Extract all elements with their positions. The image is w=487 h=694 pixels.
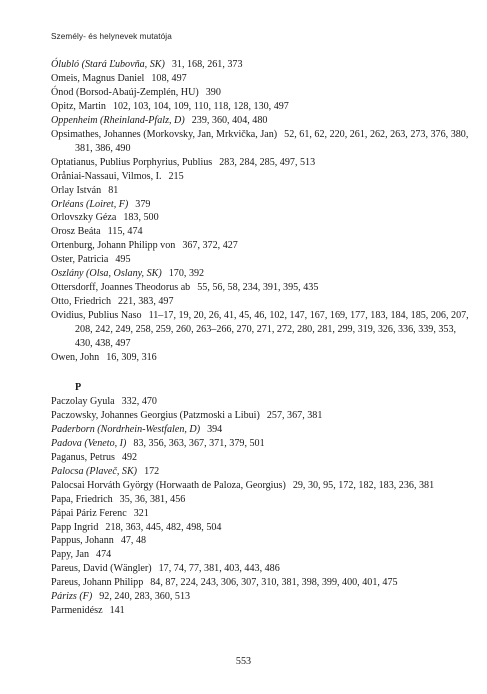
- index-entry-pages: 257, 367, 381: [266, 409, 323, 421]
- index-entry-heading: [51, 591, 92, 602]
- index-entry-name: Palocsai Horváth György (Horwaath de Paloza, Georgius): [51, 479, 286, 491]
- index-entry: [51, 465, 469, 479]
- index-entry: [51, 409, 469, 423]
- index-entry-heading: [51, 59, 165, 70]
- index-entry-name: Papp Ingrid: [51, 521, 99, 533]
- index-entry: [51, 198, 469, 212]
- index-entry-heading: [51, 452, 115, 463]
- index-entry-pages: 495: [115, 254, 131, 266]
- index-entry-heading: [51, 410, 260, 421]
- index-entry-heading: [51, 549, 89, 560]
- index-entry-pages: 379: [135, 198, 151, 210]
- index-entry-name: Pareus, David (Wängler): [51, 563, 152, 575]
- index-entry: [51, 521, 469, 535]
- index-entry-name: Paderborn (Nordrhein-Westfalen, D): [51, 423, 201, 435]
- index-entry-heading: [51, 396, 115, 407]
- index-entry-pages: 321: [133, 507, 149, 519]
- index-entry: [51, 253, 469, 267]
- index-group-p: [51, 395, 469, 618]
- index-entry-name: Ólubló: [51, 59, 80, 70]
- index-entry: [51, 295, 469, 309]
- index-entry-heading: [51, 254, 108, 265]
- index-entry: [51, 534, 469, 548]
- index-entry-heading: [51, 185, 101, 196]
- index-entry: [51, 72, 469, 86]
- index-entry-name: Palocsa (Plaveč, SK): [51, 465, 138, 477]
- index-entry: [51, 562, 469, 576]
- index-entry-name: Ottersdorff, Joannes Theodorus ab: [51, 282, 191, 294]
- index-entry-pages: 102, 103, 104, 109, 110, 118, 128, 130, 497: [112, 100, 289, 112]
- index-entry-pages: 239, 360, 404, 480: [191, 114, 268, 126]
- index-entry-heading: [51, 508, 127, 519]
- index-entry: [51, 156, 469, 170]
- index-entry-pages: 474: [96, 549, 112, 561]
- index-entry-pages: 47, 48: [120, 535, 147, 547]
- index-entry: [51, 423, 469, 437]
- index-entry-heading: [51, 212, 116, 223]
- index-entry-pages: 83, 356, 363, 367, 371, 379, 501: [133, 437, 265, 449]
- index-entry: [51, 100, 469, 114]
- index-entry-heading: [51, 73, 144, 84]
- index-entry: [51, 395, 469, 409]
- index-entry-pages: 283, 284, 285, 497, 513: [219, 156, 316, 168]
- index-entry: [51, 128, 469, 156]
- index-entry-pages: 141: [109, 605, 125, 617]
- index-entry-pages: 172: [144, 465, 160, 477]
- index-entry-heading: [51, 296, 111, 307]
- index-entry-heading: [51, 563, 152, 574]
- index-entry-pages: 367, 372, 427: [182, 240, 238, 252]
- index-entry-heading: [51, 605, 103, 616]
- index-entry-pages: 17, 74, 77, 381, 403, 443, 486: [158, 563, 280, 575]
- index-entry-pages: 35, 36, 381, 456: [119, 493, 186, 505]
- index-entry-name: Pappus, Johann: [51, 535, 114, 547]
- index-entry-heading: [51, 115, 185, 126]
- index-entry-pages: 170, 392: [168, 268, 205, 280]
- index-entry: [51, 114, 469, 128]
- index-entry-name: Opsimathes, Johannes (Morkovsky, Jan, Mrkvička, Jan): [51, 128, 278, 140]
- index-entry-heading: [51, 268, 162, 279]
- section-gap: [51, 365, 469, 381]
- index-entry-pages: 55, 56, 58, 234, 391, 395, 435: [197, 282, 319, 294]
- index-entry-heading: [51, 466, 137, 477]
- running-head: Személy- és helynevek mutatója: [51, 32, 172, 41]
- index-entry-pages: 16, 309, 316: [106, 352, 157, 364]
- index-entry-heading: [51, 199, 128, 210]
- index-entry: [51, 86, 469, 100]
- index-entry-name: Oster, Patricia: [51, 254, 109, 266]
- index-entry-name: Opitz, Martin: [51, 100, 106, 112]
- index-entry-name: Parmenidész: [51, 605, 103, 617]
- index-entry: [51, 604, 469, 618]
- index-entry-name: Orlay István: [51, 184, 102, 196]
- index-entry-heading: [51, 535, 114, 546]
- index-entry-pages: 92, 240, 283, 360, 513: [99, 591, 191, 603]
- index-entry-heading: [51, 522, 98, 533]
- index-entry-heading: [51, 480, 286, 491]
- index-entry-name: Paczowsky, Johannes Georgius (Patzmoski a Libui): [51, 409, 260, 421]
- index-entry: [51, 351, 469, 365]
- index-entry: [51, 211, 469, 225]
- index-entry-name: Ovidius, Publius Naso: [51, 310, 142, 322]
- index-entry-name: Orlovszky Géza: [51, 212, 117, 224]
- index-entry: [51, 58, 469, 72]
- index-entry: [51, 451, 469, 465]
- index-entry: [51, 267, 469, 281]
- index-entry: [51, 507, 469, 521]
- index-entry: [51, 548, 469, 562]
- index-entry-name: Omeis, Magnus Daniel: [51, 72, 145, 84]
- index-entry-name: Papa, Friedrich: [51, 493, 113, 505]
- index-entry-heading: [51, 157, 212, 168]
- index-entry-pages: 31, 168, 261, 373: [171, 59, 243, 70]
- index-entry-pages: 394: [207, 423, 223, 435]
- index-entry-heading: [51, 352, 99, 363]
- index-entry-name: Optatianus, Publius Porphyrius, Publius: [51, 156, 213, 168]
- index-entries: [51, 58, 469, 618]
- index-entry-name: Padova (Veneto, I): [51, 437, 127, 449]
- index-entry-heading: [51, 310, 142, 321]
- index-entry: [51, 493, 469, 507]
- index-entry-pages: 115, 474: [107, 226, 143, 238]
- index-entry-heading: [51, 494, 113, 505]
- index-entry-name: Otto, Friedrich: [51, 296, 111, 308]
- index-entry-pages: 108, 497: [151, 72, 187, 84]
- index-entry-name: Paganus, Petrus: [51, 451, 115, 463]
- index-entry-heading: [51, 226, 101, 237]
- index-entry-name: Papy, Jan: [51, 549, 90, 561]
- index-entry-heading: [51, 87, 199, 98]
- index-entry-name: Ortenburg, Johann Philipp von: [51, 240, 176, 252]
- index-entry-name: Oszlány (Olsa, Oslany, SK): [51, 268, 162, 280]
- index-entry: [51, 239, 469, 253]
- index-entry: [51, 479, 469, 493]
- index-entry-pages: 390: [205, 86, 221, 98]
- index-entry-pages: 492: [121, 451, 138, 463]
- index-entry-name: Orléans (Loiret, F): [51, 198, 129, 210]
- index-entry-pages: 183, 500: [123, 212, 159, 224]
- index-entry-pages: 52, 61, 62, 220, 261, 262, 263, 273, 376, 380, 381, 386, 490: [75, 128, 469, 154]
- index-entry: [51, 184, 469, 198]
- index-entry: [51, 437, 469, 451]
- index-entry-name: Owen, John: [51, 352, 100, 364]
- index-entry-pages: 218, 363, 445, 482, 498, 504: [105, 521, 222, 533]
- index-entry-pages: 221, 383, 497: [118, 296, 174, 308]
- index-entry: [51, 309, 469, 351]
- index-entry-heading: [51, 438, 126, 449]
- index-entry-heading: [51, 129, 277, 140]
- index-entry-pages: 81: [108, 184, 119, 196]
- index-group-o: [51, 58, 469, 365]
- index-entry: [51, 576, 469, 590]
- index-entry-pages: 11–17, 19, 20, 26, 41, 45, 46, 102, 147, 167, 169, 177, 183, 184, 185, 206, 207, 208, 242, 249, 258, 259, 260, 263–266, 270, 271, 272, 280, 281, 299, 319, 326, 336, 339, 353, 430, 438, 497: [75, 310, 469, 350]
- index-entry-name: Párizs (F): [51, 591, 93, 603]
- index-entry-pages: 29, 30, 95, 172, 182, 183, 236, 381: [292, 479, 435, 491]
- index-entry-heading: [51, 240, 175, 251]
- index-entry: [51, 170, 469, 184]
- index-entry-name: Ónod (Borsod-Abaúj-Zemplén, HU): [51, 86, 199, 98]
- index-entry-name: Oråniai-Nassaui, Vilmos, I.: [51, 170, 162, 182]
- index-entry-pages: 215: [168, 170, 184, 182]
- index-entry: [51, 281, 469, 295]
- index-entry: [51, 590, 469, 604]
- index-entry-name: Orosz Beáta: [51, 226, 101, 238]
- index-entry-heading: [51, 101, 106, 112]
- index-entry-name: Pápai Páriz Ferenc: [51, 507, 127, 519]
- index-entry-place-qualifier: (Stará Ľubovňa, SK): [81, 59, 165, 70]
- section-letter: P: [75, 381, 82, 393]
- index-entry-name: Paczolay Gyula: [51, 395, 115, 407]
- index-entry-heading: [51, 171, 162, 182]
- index-entry-heading: [51, 282, 190, 293]
- index-entry-name: Pareus, Johann Philipp: [51, 577, 144, 589]
- index-entry-pages: 332, 470: [121, 395, 157, 407]
- index-entry-name: Oppenheim (Rheinland-Pfalz, D): [51, 114, 185, 126]
- index-entry-heading: [51, 577, 143, 588]
- index-entry: [51, 225, 469, 239]
- index-entry-pages: 84, 87, 224, 243, 306, 307, 310, 381, 398, 399, 400, 401, 475: [150, 577, 398, 589]
- page-number: 553: [235, 656, 252, 667]
- index-entry-heading: [51, 424, 200, 435]
